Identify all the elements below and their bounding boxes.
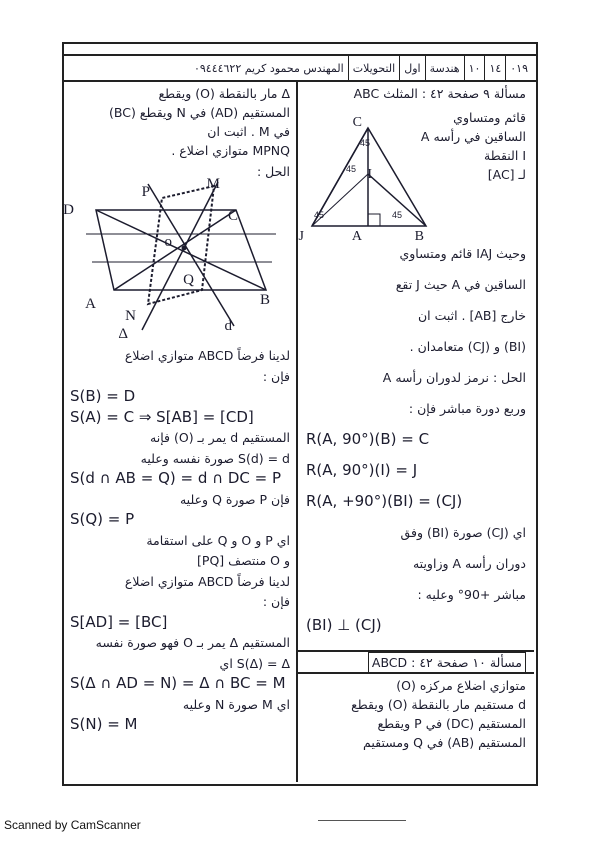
header-cell-0: ٠١٩ <box>505 56 532 80</box>
scanner-footer: Scanned by CamScanner <box>4 818 141 832</box>
text-line: S(d ∩ AB = Q) = d ∩ DC = P <box>70 469 282 487</box>
text-line: لدينا فرضاً ABCD متوازي اضلاع <box>124 348 290 363</box>
text-line: اي (CJ) صورة (BI) وفق <box>400 525 526 540</box>
problem10-title <box>306 652 526 673</box>
text-line: المستقيم Δ يمر بـ O فهو صورة نفسه <box>95 635 290 650</box>
column-divider <box>296 80 298 782</box>
header-bottom-rule <box>62 80 536 82</box>
problem-line: في M . اثبت ان <box>207 124 290 139</box>
header-cell-5: التحويلات <box>348 56 400 80</box>
label-b: B <box>259 292 270 308</box>
text-line: S[AD] = [BC] <box>70 612 168 631</box>
text-line: المستقيم d يمر بـ (O) فإنه <box>150 430 290 445</box>
label-n: N <box>125 308 136 324</box>
problem10-line: المستقيم (AB) في Q ومستقيم <box>363 735 526 750</box>
text-line: الحل : نرمز لدوران رأسه A <box>382 370 526 385</box>
text-line: فإن : <box>262 594 290 609</box>
quadrilateral-mpnq <box>148 186 214 304</box>
angle-45: 45 <box>345 164 356 174</box>
text-line: (BI) و (CJ) متعامدان . <box>409 339 526 354</box>
left-column <box>63 84 294 778</box>
text-line: خارج [AB] . اثبت ان <box>417 308 526 323</box>
label-o: o <box>164 234 172 250</box>
problem10-title-text: مسألة ١٠ صفحة ٤٢ : ABCD <box>368 652 526 673</box>
label-a: A <box>85 296 96 312</box>
text-line: R(A, 90°)(I) = J <box>306 461 418 479</box>
label-delta: Δ <box>118 326 128 342</box>
text-line: S(Δ ∩ AD = N) = Δ ∩ BC = M <box>70 674 286 692</box>
text-line: فإن : <box>262 368 290 384</box>
problem10-line: d مستقيم مار بالنقطة (O) ويقطع <box>351 697 526 712</box>
text-line: اي M صورة N وعليه <box>182 696 290 712</box>
center-point-o <box>182 246 187 251</box>
text-line: اي P و O و Q على استقامة <box>146 532 290 548</box>
text-line: وربع دورة مباشر فإن : <box>408 401 526 416</box>
header-row <box>64 56 532 80</box>
text-line: فإن P صورة Q وعليه <box>179 491 290 507</box>
footer-rule <box>318 820 406 821</box>
label-m: M <box>206 176 220 192</box>
label-b: B <box>414 229 424 244</box>
label-i: I <box>367 167 372 182</box>
label-p: P <box>141 184 150 200</box>
text-line: دوران رأسه A وزاويته <box>412 556 526 571</box>
text-line: و O منتصف [PQ] <box>197 553 290 568</box>
intro-line: الساقين في رأسه A <box>420 129 526 144</box>
label-j: J <box>298 229 304 244</box>
problem10-line: متوازي اضلاع مركزه (O) <box>396 678 526 693</box>
text-line: R(A, +90°)(BI) = (CJ) <box>306 492 463 510</box>
angle-45: 45 <box>391 210 402 220</box>
text-line: S(N) = M <box>70 715 138 733</box>
header-cell-4: اول <box>399 56 424 80</box>
solution-label: الحل : <box>256 164 290 179</box>
text-line: R(A, 90°)(B) = C <box>306 430 430 448</box>
angle-45: 45 <box>313 210 324 220</box>
triangle-figure <box>298 115 442 244</box>
text-line: S(B) = D <box>70 387 136 405</box>
intro-line: قائم ومتساوي <box>453 110 526 125</box>
label-c: C <box>227 208 238 224</box>
text-line: S(A) = C ⇒ S[AB] = [CD] <box>70 407 254 426</box>
header-cell-2: ١٠ <box>464 56 485 80</box>
header-cell-1: ١٤ <box>484 56 505 80</box>
header-cell-3: هندسة <box>425 56 464 80</box>
text-line: S(d) = d صورة نفسه وعليه <box>140 450 290 466</box>
label-c: C <box>352 115 362 130</box>
angle-45: 45 <box>359 138 370 148</box>
problem10-line: المستقيم (DC) في P ويقطع <box>377 716 526 731</box>
problem-line: Δ مار بالنقطة (O) ويقطع <box>158 86 290 101</box>
intro-line: لـ [AC] <box>487 167 526 182</box>
problem9-title: مسألة ٩ صفحة ٤٢ : المثلث ABC <box>353 86 526 101</box>
parallelogram-figure <box>63 176 294 342</box>
intro-line: I النقطة <box>484 148 526 163</box>
diagonal-ac <box>114 210 236 290</box>
header-cell-6: المهندس محمود كريم ٠٩٤٤٤٦٢٢ <box>193 61 344 75</box>
text-line: S(Δ) = Δ اي <box>219 655 290 671</box>
problem-line: المستقيم (AD) في N ويقطع (BC) <box>108 105 290 120</box>
label-d: D <box>63 202 74 218</box>
text-line: S(Q) = P <box>70 510 135 528</box>
text-line: الساقين في A حيث J تقع <box>395 277 526 292</box>
label-line-d: d <box>224 318 232 334</box>
text-line: لدينا فرضاً ABCD متوازي اضلاع <box>124 573 290 589</box>
right-column <box>298 84 530 778</box>
text-line: مباشر +90° وعليه : <box>417 587 526 602</box>
problem-line: MPNQ متوازي اضلاع . <box>171 143 290 158</box>
text-line: وحيث IAJ قائم ومتساوي <box>399 246 526 261</box>
label-q: Q <box>183 272 194 288</box>
label-a: A <box>351 229 362 244</box>
text-line: (BI) ⊥ (CJ) <box>306 616 382 634</box>
